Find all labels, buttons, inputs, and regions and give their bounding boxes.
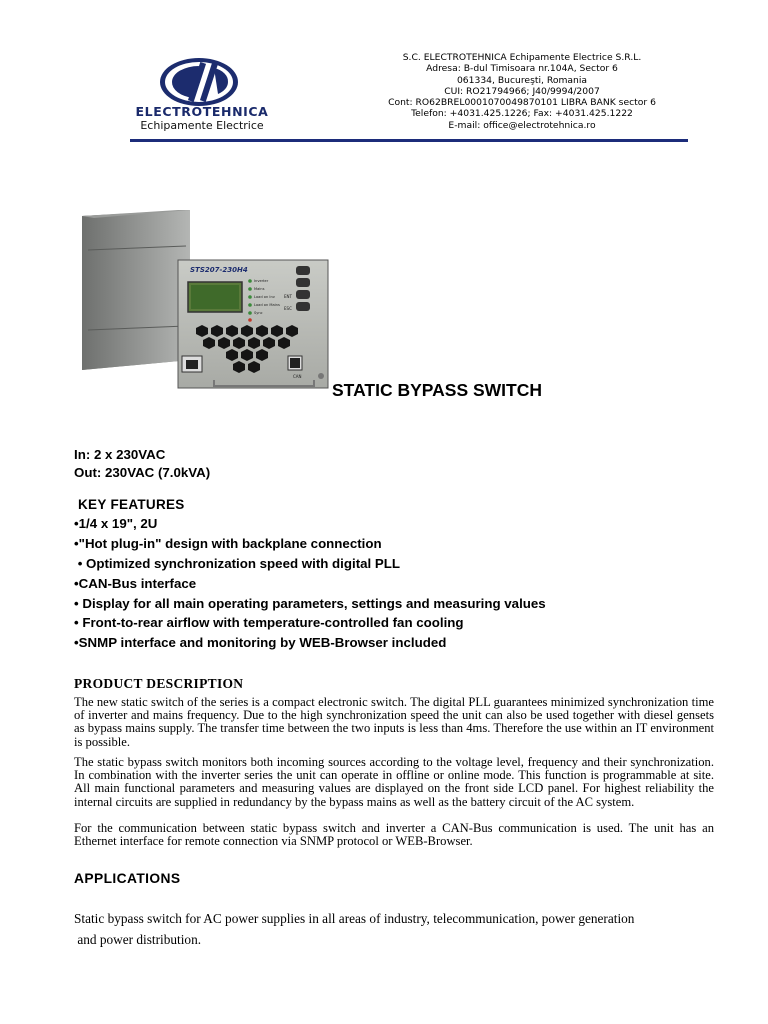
feature-item: • Optimized synchronization speed with digital PLL [74, 556, 401, 571]
company-address: Adresa: B-dul Timisoara nr.104A, Sector 6 [426, 63, 618, 75]
company-city: 061334, Bucureşti, Romania [456, 74, 588, 86]
led-label: Load on Inv [254, 295, 275, 299]
feature-item: •CAN-Bus interface [74, 576, 197, 591]
company-email: E-mail: office@electrotehnica.ro [448, 119, 596, 131]
button-label: ESC [284, 306, 292, 311]
logo-subtitle: Echipamente Electrice [140, 119, 264, 132]
feature-item: •"Hot plug-in" design with backplane connection [74, 536, 382, 551]
page-title: STATIC BYPASS SWITCH [332, 380, 542, 400]
description-paragraph: The static bypass switch monitors both incoming sources according to the voltage level, frequency and their synchronization. In combination with the inverter series the unit can operate in offline or online mode. This function is programmable at site. All main functional parameters and measuring values are displayed on the front side LCD panel. For highest reliability the internal circuits are supplied in redundancy by the bypass mains as well as the battery circuit of the AC system. [74, 755, 714, 809]
applications-text: and power distribution. [74, 932, 202, 947]
spec-input: In: 2 x 230VAC [74, 447, 166, 462]
company-info [372, 52, 672, 131]
company-name: S.C. ELECTROTEHNICA Echipamente Electrice S.R.L. [402, 52, 642, 63]
led-label: Load on Mains [254, 303, 280, 307]
logo-brand-text: ELECTROTEHNICA [135, 104, 269, 119]
port-label: CAN [293, 374, 302, 379]
led-label: Sync [254, 311, 263, 315]
company-cui: CUI: RO21794966; J40/9994/2007 [444, 85, 600, 97]
company-phone: Telefon: +4031.425.1226; Fax: +4031.425.1222 [411, 108, 633, 120]
key-features-heading: KEY FEATURES [78, 497, 185, 512]
description-paragraph: The new static switch of the series is a compact electronic switch. The digital PLL guarantees minimized synchronization time of inverter and mains frequency. Due to the high synchronization speed the unit can also be used together with diesel gensets as bypass mains supply. The transfer time between the two inputs is less than 4ms. Therefore the use within an IT environment is possible. [74, 695, 714, 749]
model-label: STS207-230H4 [190, 266, 248, 274]
feature-item: •SNMP interface and monitoring by WEB-Browser included [74, 635, 447, 650]
led-label: Mains [254, 287, 265, 291]
product-photo [78, 210, 336, 392]
header-divider [130, 139, 688, 142]
feature-item: • Display for all main operating parameters, settings and measuring values [74, 596, 546, 611]
applications-text: Static bypass switch for AC power supplies in all areas of industry, telecommunication, power generation [74, 911, 635, 926]
product-description-heading: PRODUCT DESCRIPTION [74, 676, 244, 691]
applications-heading: APPLICATIONS [74, 871, 181, 886]
company-account: Cont: RO62BREL0001070049870101 LIBRA BANK sector 6 [388, 97, 656, 109]
description-paragraph: For the communication between static bypass switch and inverter a CAN-Bus communication is used. The unit has an Ethernet interface for remote connection via SNMP protocol or WEB-Browser. [74, 821, 714, 849]
feature-item: • Front-to-rear airflow with temperature-controlled fan cooling [74, 615, 464, 630]
spec-output: Out: 230VAC (7.0kVA) [74, 465, 211, 480]
feature-item: •1/4 x 19", 2U [74, 516, 158, 531]
led-label: Inverter [254, 279, 269, 283]
button-label: ENT [284, 294, 292, 299]
